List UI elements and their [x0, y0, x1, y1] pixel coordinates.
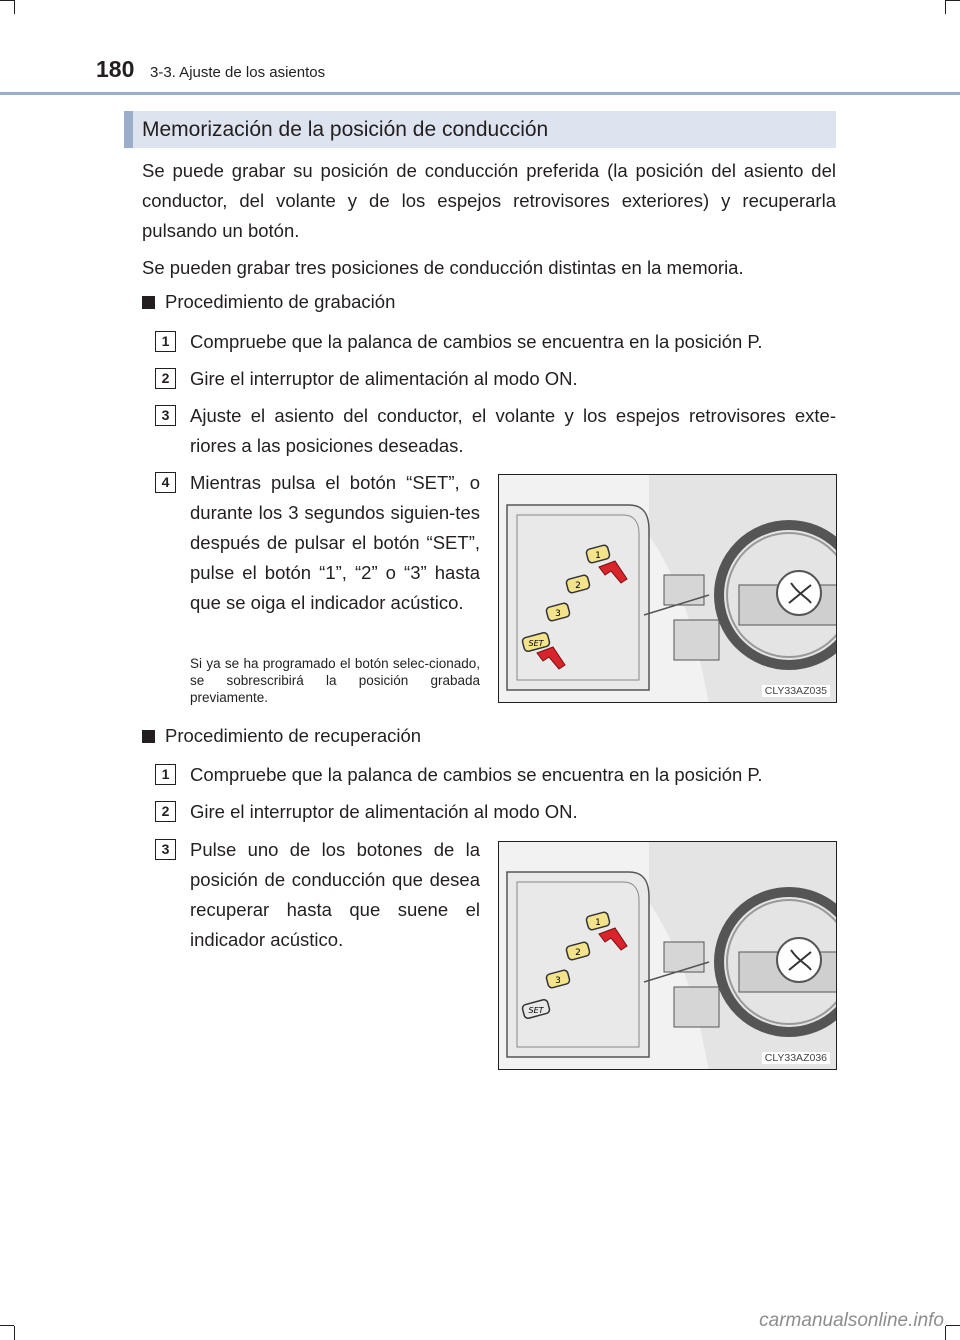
step-number: 2 [155, 368, 176, 389]
intro-paragraph: Se pueden grabar tres posiciones de conducción distintas en la memoria. [142, 257, 744, 278]
subheading-recall [142, 725, 421, 747]
step-number: 1 [155, 331, 176, 352]
watermark: carmanualsonline.info [759, 1310, 944, 1331]
subheading-text: Procedimiento de grabación [165, 291, 396, 312]
step-note: Si ya se ha programado el botón selec-cionado, se sobrescribirá la posición grabada previamente. [190, 656, 480, 705]
button-label: 2 [575, 581, 581, 591]
header-divider [0, 92, 960, 95]
figure-code: CLY33AZ035 [762, 685, 830, 697]
crop-mark [0, 1325, 14, 1326]
page-number: 180 [96, 56, 135, 82]
crop-mark [946, 1325, 960, 1326]
section-breadcrumb: 3-3. Ajuste de los asientos [150, 64, 326, 81]
section-title-band [124, 111, 836, 148]
section-title-accent [124, 111, 133, 148]
button-label: 3 [555, 976, 561, 986]
step-text: Compruebe que la palanca de cambios se encuentra en la posición P. [190, 331, 763, 352]
step-text: Gire el interruptor de alimentación al modo ON. [190, 368, 578, 389]
crop-mark [14, 1326, 15, 1340]
figure-memory-buttons-record [498, 474, 837, 703]
button-label: SET [528, 639, 544, 648]
step-text: Ajuste el asiento del conductor, el volante y los espejos retrovisores exte-riores a las posiciones deseadas. [190, 405, 836, 456]
intro-paragraph: Se puede grabar su posición de conducción preferida (la posición del asiento del conductor, del volante y de los espejos retrovisores exteriores) y recuperarla pulsando un botón. [142, 160, 836, 241]
crop-mark [945, 0, 946, 14]
step-number: 4 [155, 472, 176, 493]
crop-mark [945, 1326, 946, 1340]
crop-mark [0, 0, 14, 1]
step-text: Mientras pulsa el botón “SET”, o durante los 3 segundos siguien-tes después de pulsar el botón “SET”, pulse el botón “1”, “2” o “3” hasta que se oiga el indicador acústico. [190, 472, 480, 613]
section-title: Memorización de la posición de conducción [142, 118, 549, 141]
step-number: 2 [155, 801, 176, 822]
illustration-door-panel [499, 475, 837, 703]
subheading-text: Procedimiento de recuperación [165, 725, 422, 746]
step-text: Pulse uno de los botones de la posición de conducción que desea recuperar hasta que suene el indicador acústico. [190, 839, 480, 950]
step-number: 3 [155, 405, 176, 426]
button-label: 1 [595, 551, 601, 561]
step-number: 3 [155, 839, 176, 860]
button-label: SET [528, 1006, 544, 1015]
crop-mark [14, 0, 15, 14]
step-text: Compruebe que la palanca de cambios se encuentra en la posición P. [190, 764, 763, 785]
crop-mark [946, 0, 960, 1]
button-label: 1 [595, 918, 601, 928]
figure-code: CLY33AZ036 [762, 1052, 830, 1064]
button-label: 2 [575, 948, 581, 958]
step-number: 1 [155, 764, 176, 785]
subheading-recording [142, 291, 395, 313]
square-bullet-icon [142, 730, 155, 743]
square-bullet-icon [142, 296, 155, 309]
illustration-door-panel [499, 842, 837, 1070]
step-text: Gire el interruptor de alimentación al modo ON. [190, 801, 578, 822]
button-label: 3 [555, 609, 561, 619]
figure-memory-buttons-recall [498, 841, 837, 1070]
